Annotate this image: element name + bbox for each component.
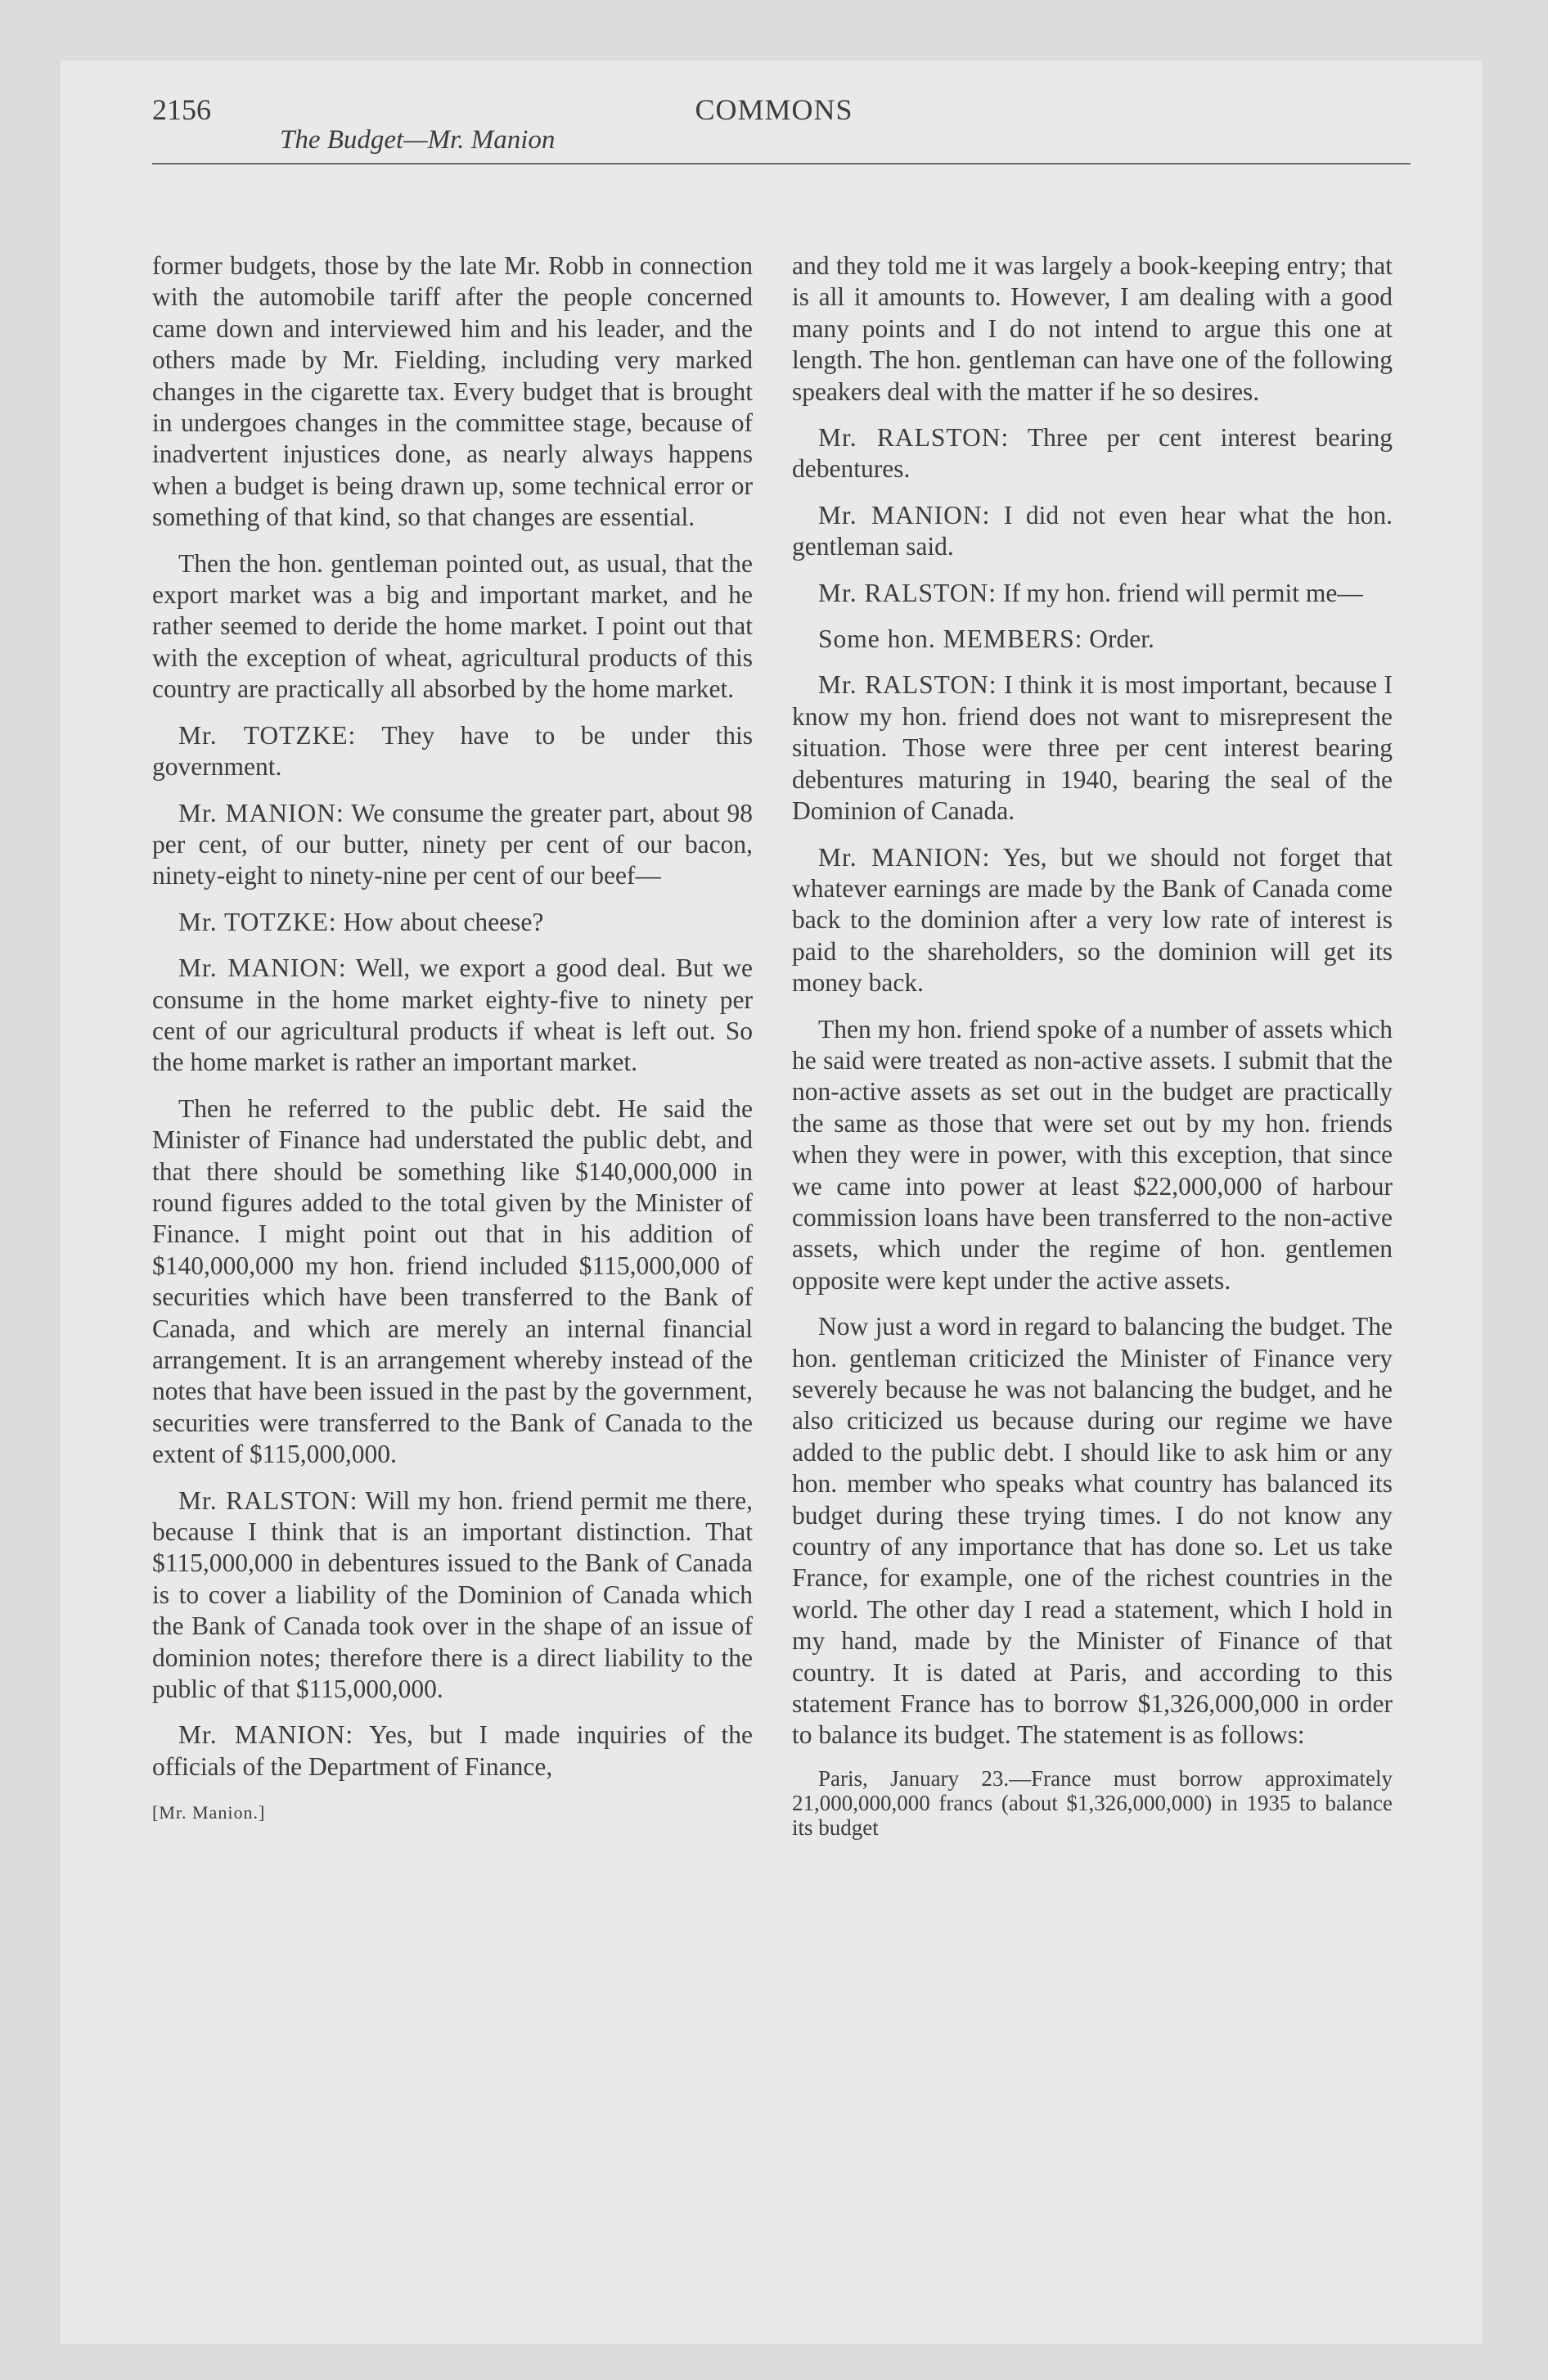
paragraph-text: Paris, January 23.—France must borrow approximately 21,000,000,000 francs (about $1,326,000,000) in 1935 to balance its budget [792,1765,1393,1840]
paragraph [152,548,753,705]
paragraph-text: How about cheese? [343,907,544,936]
speech-paragraph [792,842,1393,999]
left-column [152,250,753,1829]
speech-paragraph [152,1485,753,1706]
speech-paragraph [792,578,1393,609]
speaker-name: Mr. TOTZKE: [178,720,357,750]
paragraph-text: Order. [1089,624,1154,654]
paragraph-text: Then my hon. friend spoke of a number of assets which he said were treated as non-active assets. I submit that the non-active assets as set out in the budget are practically the same as those that were set out by my hon. friends when they were in power, with this exception, that since we came into power at least $22,000,000 of harbour commission loans have been transferred to the non-active assets, which under the regime of hon. gentlemen opposite were kept under the active assets. [792,1014,1393,1295]
speaker-name: Mr. RALSTON: [818,578,997,607]
speaker-name: Mr. RALSTON: [818,423,1010,453]
right-column [792,250,1393,1855]
speech-paragraph [792,669,1393,827]
speaker-name: Mr. TOTZKE: [178,907,337,936]
paragraph-text: Then he referred to the public debt. He said the Minister of Finance had understated the public debt, and that there should be something like $140,000,000 in round figures added to the total given by the Minister of Finance. I might point out that in his addition of $140,000,000 my hon. friend included $115,000,000 of securities which have been transferred to the Bank of Canada, and which are merely an internal financial arrangement. It is an arrangement whereby instead of the notes that have been issued in the past by the government, securities were transferred to the Bank of Canada to the extent of $115,000,000. [152,1093,753,1469]
speech-paragraph [152,953,753,1079]
paragraph-text: We consume the greater part, about 98 per cent, of our butter, ninety per cent of our bacon, ninety-eight to ninety-nine per cent of our beef— [152,798,753,890]
speech-paragraph [152,798,753,892]
footer-note: [Mr. Manion.] [152,1802,266,1823]
speaker-name: Mr. MANION: [178,1720,354,1750]
speech-paragraph [152,1720,753,1783]
speech-paragraph [792,500,1393,563]
header-rule [152,163,1411,165]
paragraph-text: Well, we export a good deal. But we consume in the home market eighty-five to ninety per cent of our agricultural products if wheat is left out. So the home market is rather an important market. [152,953,753,1077]
speaker-name: Mr. MANION: [178,953,347,983]
speech-paragraph [152,720,753,783]
paragraph-text: Now just a word in regard to balancing the budget. The hon. gentleman criticized the Minister of Finance very severely because he was not balancing the budget, and he also criticized us because during our regime we have added to the public debt. I should like to ask him or any hon. member who speaks what country has balanced its budget during these trying times. I do not know any country of any importance that has done so. Let us take France, for example, one of the richest countries in the world. The other day I read a statement, which I hold in my hand, made by the Minister of Finance of that country. It is dated at Paris, and according to this statement France has to borrow $1,326,000,000 in order to balance its budget. The statement is as follows: [792,1312,1393,1750]
speech-paragraph [792,624,1393,655]
paragraph-text: and they told me it was largely a book-keeping entry; that is all it amounts to. However, I am dealing with a good many points and I do not intend to argue this one at length. The hon. gentleman can have one of the following speakers deal with the matter if he so desires. [792,251,1393,406]
speaker-name: Mr. MANION: [818,500,991,530]
quotation [792,1766,1393,1840]
paragraph [792,1014,1393,1297]
speaker-name: Some hon. MEMBERS: [818,624,1083,654]
speaker-name: Mr. RALSTON: [818,670,997,700]
paragraph [792,250,1393,408]
paragraph-text: Yes, but we should not forget that whatever earnings are made by the Bank of Canada come back to the dominion after a very low rate of interest is paid to the shareholders, so the dominion will get its money back. [792,842,1393,998]
speaker-name: Mr. RALSTON: [178,1485,358,1515]
paragraph-text: former budgets, those by the late Mr. Robb in connection with the automobile tariff after the people concerned came down and interviewed him and his leader, and the others made by Mr. Fielding, including very marked changes in the cigarette tax. Every budget that is brought in undergoes changes in the committee stage, because of inadvertent injustices done, as nearly always happens when a budget is being drawn up, some technical error or something of that kind, so that changes are essential. [152,251,753,532]
page-number: 2156 [152,93,211,126]
paragraph [152,1093,753,1471]
paragraph-text: If my hon. friend will permit me— [1002,578,1363,607]
section-title: COMMONS [695,93,853,126]
paragraph [792,1311,1393,1751]
speech-paragraph [152,907,753,938]
paragraph-text: Yes, but I made inquiries of the officials of the Department of Finance, [152,1720,753,1781]
paragraph-text: I did not even hear what the hon. gentleman said. [792,500,1393,561]
speaker-name: Mr. MANION: [178,798,344,827]
paragraph-text: Then the hon. gentleman pointed out, as usual, that the export market was a big and important market, and he rather seemed to deride the home market. I point out that with the exception of wheat, agricultural products of this country are practically all absorbed by the home market. [152,548,753,704]
paragraph [152,250,753,534]
speech-paragraph [792,422,1393,485]
paragraph-text: They have to be under this government. [152,720,753,782]
paragraph-text: I think it is most important, because I know my hon. friend does not want to misrepresent the situation. Those were three per cent interest bearing debentures maturing in 1940, bearing the seal of the Dominion of Canada. [792,670,1393,826]
paragraph-text: Three per cent interest bearing debentures. [792,423,1393,484]
paragraph-text: Will my hon. friend permit me there, because I think that is an important distinction. That $115,000,000 in debentures issued to the Bank of Canada is to cover a liability of the Dominion of Canada which the Bank of Canada took over in the shape of an issue of dominion notes; therefore there is a direct liability to the public of that $115,000,000. [152,1485,753,1704]
running-subtitle: The Budget—Mr. Manion [280,125,556,155]
speaker-name: Mr. MANION: [818,842,991,872]
